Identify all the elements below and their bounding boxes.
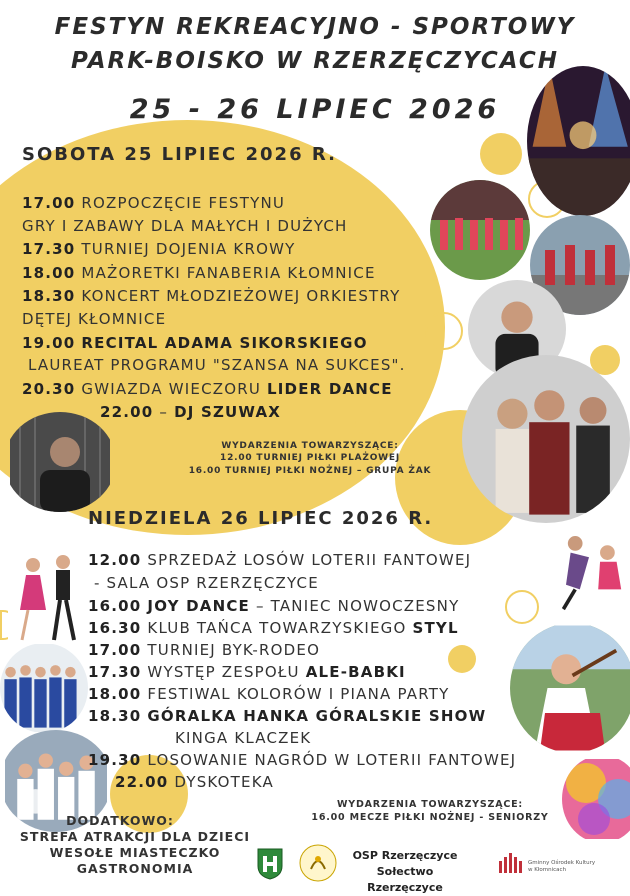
- color-festival-photo: [562, 755, 630, 843]
- sunday-side-item: 16.00 MECZE PIŁKI NOŻNEJ - SENIORZY: [311, 812, 549, 823]
- event-title-line2: PARK-BOISKO W RZERZĘCZYCACH: [71, 48, 559, 74]
- folk-group-photo: [0, 643, 88, 733]
- schedule-performer: LIDER DANCE: [267, 380, 393, 398]
- schedule-time: 17.30: [22, 240, 76, 258]
- schedule-text: KLUB TAŃCA TOWARZYSKIEGO: [147, 619, 413, 637]
- saturday-schedule-item: [100, 403, 281, 421]
- saturday-schedule-item: [22, 240, 296, 258]
- joy-dance-photo: [543, 525, 630, 617]
- extras-heading: DODATKOWO:: [66, 813, 174, 828]
- schedule-time: 17.00: [88, 641, 142, 659]
- schedule-time: 19.30: [88, 751, 142, 769]
- saturday-schedule-item: [22, 217, 348, 235]
- schedule-text: KINGA KLACZEK: [175, 729, 312, 747]
- extras-item: STREFA ATRAKCJI DLA DZIECI: [19, 829, 251, 844]
- majorettes-photo: [430, 180, 530, 280]
- gok-label: [528, 860, 598, 874]
- schedule-time: 19.00: [22, 334, 76, 352]
- saturday-schedule-item: [22, 380, 393, 398]
- schedule-performer: RECITAL ADAMA SIKORSKIEGO: [81, 334, 368, 352]
- schedule-performer: STYL: [412, 619, 459, 637]
- sunday-side-heading: WYDARZENIA TOWARZYSZĄCE:: [336, 799, 524, 810]
- schedule-performer: ALE-BABKI: [305, 663, 406, 681]
- ballroom-dancers-photo: [8, 550, 88, 645]
- schedule-time: 12.00: [88, 551, 142, 569]
- schedule-text: - SALA OSP RZERZĘCZYCE: [88, 574, 319, 592]
- gok-line1: Gminny Ośrodek Kultury: [528, 860, 596, 866]
- yellow-circle-small: [448, 645, 476, 673]
- sunday-schedule-item: [88, 751, 516, 769]
- schedule-text: LOSOWANIE NAGRÓD W LOTERII FANTOWEJ: [147, 751, 517, 769]
- schedule-text: WYSTĘP ZESPOŁU: [147, 663, 306, 681]
- schedule-time: 18.30: [22, 287, 76, 305]
- schedule-time: 17.00: [22, 194, 76, 212]
- schedule-text-tail: – TANIEC NOWOCZESNY: [249, 597, 460, 615]
- saturday-heading: SOBOTA 25 LIPIEC 2026 R.: [22, 144, 337, 165]
- schedule-time: 18.00: [88, 685, 142, 703]
- saturday-schedule-item: [22, 194, 285, 212]
- extras-item: GASTRONOMIA: [76, 861, 194, 876]
- sunday-schedule-item: [88, 619, 459, 637]
- saturday-schedule-item: [22, 264, 376, 282]
- event-dates: 25 - 26 LIPIEC 2026: [129, 94, 501, 125]
- sunday-schedule-item: [88, 597, 459, 615]
- sunday-schedule-item: [88, 574, 319, 592]
- schedule-text: GRY I ZABAWY DLA MAŁYCH I DUŻYCH: [22, 217, 348, 235]
- schedule-text: FESTIWAL KOLORÓW I PIANA PARTY: [147, 685, 450, 703]
- sunday-schedule-item: [115, 773, 274, 791]
- schedule-time: 18.30: [88, 707, 142, 725]
- osp-line1: OSP Rzerzęczyce: [352, 849, 458, 862]
- saturday-schedule-item: [22, 356, 406, 374]
- yellow-circle-small: [355, 410, 380, 435]
- gok-line2: w Kłomnicach: [528, 867, 567, 873]
- saturday-schedule-item: [22, 287, 400, 305]
- sunday-schedule-item: [88, 641, 320, 659]
- sunday-schedule-item: [88, 551, 471, 569]
- schedule-time: 16.30: [88, 619, 142, 637]
- sunday-schedule-item: [88, 685, 450, 703]
- schedule-text: DĘTEJ KŁOMNICE: [22, 310, 167, 328]
- sunday-schedule-item: [88, 663, 406, 681]
- schedule-text: –: [159, 403, 175, 421]
- schedule-time: 20.30: [22, 380, 76, 398]
- schedule-text: TURNIEJ BYK-RODEO: [147, 641, 321, 659]
- sunday-schedule-item: [175, 729, 311, 747]
- schedule-text: DYSKOTEKA: [174, 773, 274, 791]
- schedule-time: 17.30: [88, 663, 142, 681]
- saturday-schedule-item: [22, 310, 166, 328]
- gok-logo-icon: [497, 853, 525, 873]
- sunday-schedule-item: [88, 707, 486, 725]
- schedule-text: KONCERT MŁODZIEŻOWEJ ORKIESTRY: [81, 287, 401, 305]
- saturday-side-item: 16.00 TURNIEJ PIŁKI NOŻNEJ – GRUPA ŻAK: [188, 466, 432, 476]
- sunday-heading: NIEDZIELA 26 LIPIEC 2026 R.: [88, 508, 434, 529]
- schedule-text: GWIAZDA WIECZORU: [81, 380, 268, 398]
- schedule-performer: DJ SZUWAX: [174, 403, 282, 421]
- yellow-ring: [425, 312, 463, 350]
- schedule-text: MAŻORETKI FANABERIA KŁOMNICE: [81, 264, 376, 282]
- saturday-schedule-item: [22, 334, 368, 352]
- extras-item: WESOŁE MIASTECZKO: [49, 845, 221, 860]
- event-title-line1: FESTYN REKREACYJNO - SPORTOWY: [54, 14, 576, 40]
- schedule-time: 18.00: [22, 264, 76, 282]
- schedule-text: ROZPOCZĘCIE FESTYNU: [81, 194, 286, 212]
- saturday-side-heading: WYDARZENIA TOWARZYSZĄCE:: [221, 441, 399, 451]
- osp-label: [340, 848, 470, 896]
- osp-line2: Sołectwo Rzerzęczyce: [367, 865, 443, 894]
- schedule-performer: JOY DANCE: [147, 597, 250, 615]
- violinist-photo: [510, 623, 630, 753]
- gmina-coat-of-arms-logo: [257, 848, 283, 880]
- yellow-ring: [505, 590, 539, 624]
- concert-photo: [527, 66, 630, 216]
- schedule-time: 22.00: [115, 773, 169, 791]
- yellow-circle-small: [480, 133, 522, 175]
- schedule-text: TURNIEJ DOJENIA KROWY: [81, 240, 296, 258]
- schedule-text: SPRZEDAŻ LOSÓW LOTERII FANTOWEJ: [147, 551, 472, 569]
- band-photo: [462, 355, 630, 523]
- schedule-performer: GÓRALKA HANKA GÓRALSKIE SHOW: [147, 707, 487, 725]
- schedule-time: 22.00: [100, 403, 154, 421]
- saturday-side-item: 12.00 TURNIEJ PIŁKI PLAŻOWEJ: [220, 453, 400, 463]
- schedule-text: LAUREAT PROGRAMU "SZANSA NA SUKCES".: [22, 356, 406, 374]
- schedule-time: 16.00: [88, 597, 142, 615]
- dj-photo: [4, 412, 116, 512]
- sladkie-logo: [297, 843, 339, 883]
